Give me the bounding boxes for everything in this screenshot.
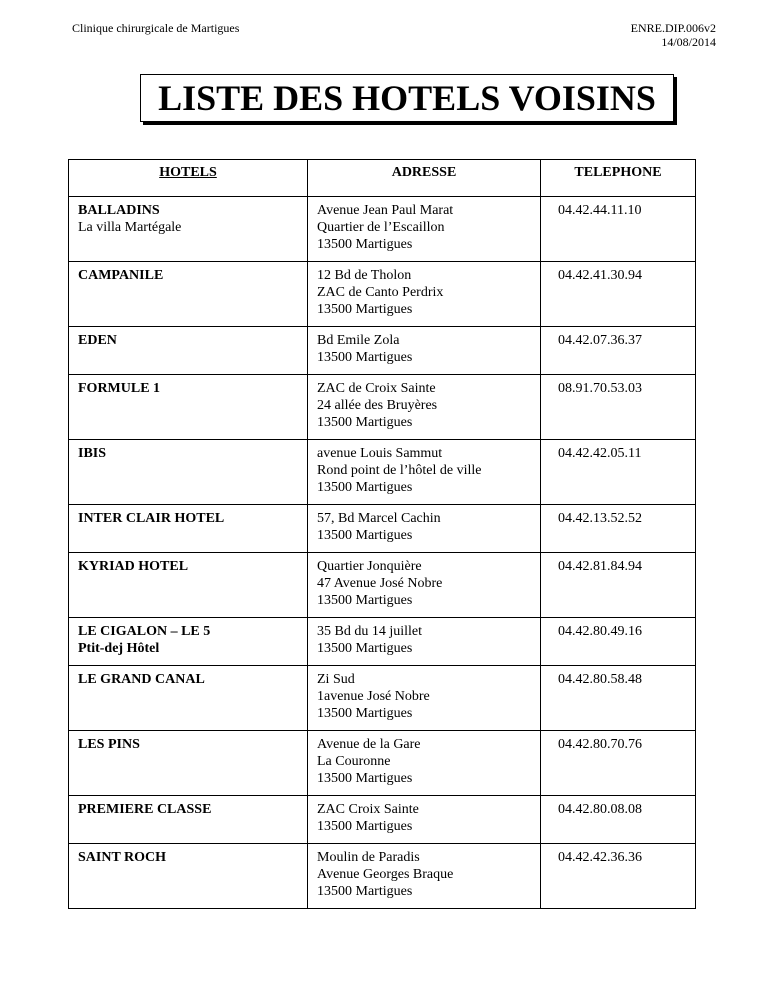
address-line: Bd Emile Zola (317, 333, 400, 348)
hotel-name: EDEN (78, 333, 117, 348)
hotel-phone: 04.42.44.11.10 (558, 203, 642, 218)
address-line: 24 allée des Bruyères (317, 398, 438, 413)
hotel-name: PREMIERE CLASSE (78, 802, 212, 817)
hotel-phone-cell (541, 618, 696, 666)
hotel-name: LES PINS (78, 737, 140, 752)
hotel-subtitle: Ptit-dej Hôtel (78, 641, 160, 656)
hotel-phone: 04.42.07.36.37 (558, 333, 642, 348)
hotel-name: KYRIAD HOTEL (78, 559, 189, 574)
hotel-name: LE CIGALON – LE 5 (78, 624, 211, 639)
address-line: 13500 Martigues (317, 480, 413, 495)
table-body (69, 197, 696, 909)
table-row (69, 618, 696, 666)
hotel-address-cell (308, 440, 541, 505)
hotel-name-cell (69, 844, 308, 909)
hotel-name-cell (69, 796, 308, 844)
table-row (69, 796, 696, 844)
hotel-name: CAMPANILE (78, 268, 164, 283)
hotel-name-cell (69, 375, 308, 440)
table-row (69, 375, 696, 440)
column-header-telephone: TELEPHONE (541, 160, 696, 197)
hotel-name-cell (69, 197, 308, 262)
hotel-phone-cell (541, 262, 696, 327)
hotel-address-cell (308, 553, 541, 618)
title-box (140, 74, 674, 122)
address-line: 57, Bd Marcel Cachin (317, 511, 441, 526)
hotel-phone: 04.42.80.58.48 (558, 672, 642, 687)
address-line: La Couronne (317, 754, 391, 769)
hotel-name-cell (69, 666, 308, 731)
address-line: 13500 Martigues (317, 593, 413, 608)
address-line: 13500 Martigues (317, 415, 413, 430)
table-row (69, 262, 696, 327)
address-line: ZAC de Canto Perdrix (317, 285, 444, 300)
hotel-phone: 04.42.80.70.76 (558, 737, 642, 752)
address-line: 13500 Martigues (317, 819, 413, 834)
address-line: 13500 Martigues (317, 302, 413, 317)
hotel-name-cell (69, 618, 308, 666)
hotel-name-cell (69, 327, 308, 375)
hotel-name: SAINT ROCH (78, 850, 167, 865)
hotel-subtitle: La villa Martégale (78, 220, 182, 235)
hotel-phone-cell (541, 197, 696, 262)
hotel-name: BALLADINS (78, 203, 160, 218)
hotel-phone-cell (541, 505, 696, 553)
address-line: 47 Avenue José Nobre (317, 576, 443, 591)
hotel-name-cell (69, 505, 308, 553)
address-line: ZAC de Croix Sainte (317, 381, 436, 396)
hotel-phone: 04.42.42.05.11 (558, 446, 642, 461)
header-document-reference (631, 21, 716, 49)
hotel-phone: 04.42.80.49.16 (558, 624, 642, 639)
hotel-address-cell (308, 731, 541, 796)
hotel-address-cell (308, 375, 541, 440)
address-line: 13500 Martigues (317, 641, 413, 656)
table-row (69, 505, 696, 553)
hotel-address-cell (308, 327, 541, 375)
table-row (69, 844, 696, 909)
document-date: 14/08/2014 (661, 35, 716, 49)
hotel-phone-cell (541, 666, 696, 731)
hotel-name: INTER CLAIR HOTEL (78, 511, 225, 526)
address-line: 13500 Martigues (317, 706, 413, 721)
address-line: Zi Sud (317, 672, 355, 687)
hotel-phone-cell (541, 553, 696, 618)
hotel-name: FORMULE 1 (78, 381, 161, 396)
address-line: 12 Bd de Tholon (317, 268, 412, 283)
hotel-name: LE GRAND CANAL (78, 672, 205, 687)
address-line: avenue Louis Sammut (317, 446, 443, 461)
table-row (69, 440, 696, 505)
hotel-phone-cell (541, 327, 696, 375)
hotel-phone: 04.42.81.84.94 (558, 559, 642, 574)
hotel-phone: 04.42.41.30.94 (558, 268, 642, 283)
address-line: 13500 Martigues (317, 528, 413, 543)
address-line: Quartier de l’Escaillon (317, 220, 445, 235)
hotel-phone: 04.42.80.08.08 (558, 802, 642, 817)
address-line: Moulin de Paradis (317, 850, 420, 865)
address-line: Avenue Georges Braque (317, 867, 454, 882)
address-line: Avenue de la Gare (317, 737, 421, 752)
hotel-name-cell (69, 262, 308, 327)
hotel-name-cell (69, 553, 308, 618)
hotel-address-cell (308, 262, 541, 327)
table-row (69, 731, 696, 796)
column-header-hotels: HOTELS (69, 160, 308, 197)
page-title: LISTE DES HOTELS VOISINS (158, 78, 656, 118)
table-row (69, 327, 696, 375)
table-row (69, 197, 696, 262)
hotel-phone-cell (541, 796, 696, 844)
column-header-adresse: ADRESSE (308, 160, 541, 197)
address-line: 13500 Martigues (317, 771, 413, 786)
hotel-phone-cell (541, 375, 696, 440)
hotel-address-cell (308, 666, 541, 731)
hotel-phone-cell (541, 731, 696, 796)
address-line: ZAC Croix Sainte (317, 802, 419, 817)
hotel-phone-cell (541, 440, 696, 505)
hotel-address-cell (308, 844, 541, 909)
hotel-phone-cell (541, 844, 696, 909)
address-line: 13500 Martigues (317, 237, 413, 252)
hotel-address-cell (308, 197, 541, 262)
hotel-address-cell (308, 618, 541, 666)
hotel-address-cell (308, 796, 541, 844)
hotel-name-cell (69, 731, 308, 796)
address-line: 35 Bd du 14 juillet (317, 624, 422, 639)
hotel-address-cell (308, 505, 541, 553)
table-row (69, 666, 696, 731)
document-ref-code: ENRE.DIP.006v2 (630, 21, 716, 35)
address-line: 13500 Martigues (317, 884, 413, 899)
hotel-name: IBIS (78, 446, 107, 461)
address-line: 1avenue José Nobre (317, 689, 430, 704)
address-line: Rond point de l’hôtel de ville (317, 463, 482, 478)
address-line: Quartier Jonquière (317, 559, 422, 574)
header-clinic-name: Clinique chirurgicale de Martigues (72, 21, 240, 35)
hotel-phone: 04.42.13.52.52 (558, 511, 642, 526)
table-header-row (69, 160, 696, 197)
address-line: Avenue Jean Paul Marat (317, 203, 454, 218)
table-row (69, 553, 696, 618)
hotel-name-cell (69, 440, 308, 505)
hotel-phone: 08.91.70.53.03 (558, 381, 642, 396)
address-line: 13500 Martigues (317, 350, 413, 365)
hotels-table (68, 159, 696, 909)
hotel-phone: 04.42.42.36.36 (558, 850, 642, 865)
